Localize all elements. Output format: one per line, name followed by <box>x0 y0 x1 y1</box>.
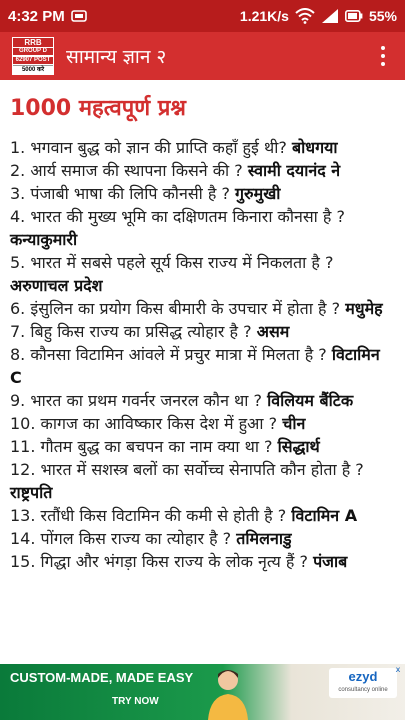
question-text: 14. पोंगल किस राज्य का त्योहार है ? <box>10 529 232 548</box>
answer-text: राष्ट्रपति <box>10 483 53 502</box>
overflow-menu-icon[interactable] <box>371 38 395 74</box>
battery-icon <box>345 10 363 22</box>
qa-item <box>10 389 395 412</box>
app-title: सामान्य ज्ञान २ <box>66 46 167 68</box>
ad-brand-name: ezyd <box>348 669 378 684</box>
question-list <box>10 136 395 573</box>
answer-text: मधुमेह <box>345 299 383 318</box>
question-text: 11. गौतम बुद्ध का बचपन का नाम क्या था ? <box>10 437 273 456</box>
ad-brand-sub: consultancy online <box>338 687 388 693</box>
question-text: 12. भारत में सशस्त्र बलों का सर्वोच्च सेनापति कौन होता है ? <box>10 460 364 479</box>
question-text: 2. आर्य समाज की स्थापना किसने की ? <box>10 161 243 180</box>
qa-item <box>10 297 395 320</box>
qa-item <box>10 136 395 159</box>
content-area[interactable] <box>0 80 405 664</box>
qa-item <box>10 527 395 550</box>
page-heading: 1000 महत्वपूर्ण प्रश्न <box>10 96 186 121</box>
status-time: 4:32 PM <box>8 7 65 25</box>
answer-text: अरुणाचल प्रदेश <box>10 276 103 295</box>
qa-item <box>10 182 395 205</box>
qa-item <box>10 504 395 527</box>
status-bar <box>0 0 405 32</box>
answer-text: तमिलनाडु <box>236 529 292 548</box>
question-text: 5. भारत में सबसे पहले सूर्य किस राज्य में निकलता है ? <box>10 253 334 272</box>
notification-icon <box>71 9 87 23</box>
logo-line-3: 62907 POST <box>13 57 53 64</box>
qa-item <box>10 251 395 297</box>
answer-text: गुरुमुखी <box>235 184 281 203</box>
answer-text: विटामिन A <box>291 506 358 525</box>
qa-item <box>10 435 395 458</box>
ad-brand-logo <box>329 668 397 698</box>
logo-line-2: GROUP D <box>13 48 53 55</box>
ad-headline: CUSTOM-MADE, MADE EASY <box>10 670 194 685</box>
ad-close-icon[interactable]: x <box>395 665 401 674</box>
qa-item <box>10 205 395 251</box>
ad-person-image <box>200 666 256 720</box>
answer-text: कन्याकुमारी <box>10 230 78 249</box>
question-text: 7. बिहु किस राज्य का प्रसिद्ध त्योहार है ? <box>10 322 252 341</box>
wifi-icon <box>295 8 315 24</box>
qa-item <box>10 550 395 573</box>
question-text: 8. कौनसा विटामिन आंवले में प्रचुर मात्रा में मिलता है ? <box>10 345 327 364</box>
logo-line-1: RRB <box>13 38 53 47</box>
app-logo <box>12 37 54 75</box>
answer-text: पंजाब <box>313 552 348 571</box>
answer-text: चीन <box>282 414 306 433</box>
question-text: 1. भगवान बुद्ध को ज्ञान की प्राप्ति कहाँ हुई थी? <box>10 138 287 157</box>
qa-item <box>10 320 395 343</box>
logo-badge: 5000 करे <box>13 65 53 74</box>
question-text: 13. रतौंधी किस विटामिन की कमी से होती है ? <box>10 506 287 525</box>
question-text: 3. पंजाबी भाषा की लिपि कौनसी है ? <box>10 184 230 203</box>
app-bar <box>0 32 405 80</box>
question-text: 4. भारत की मुख्य भूमि का दक्षिणतम किनारा कौनसा है ? <box>10 207 345 226</box>
question-text: 10. कागज का आविष्कार किस देश में हुआ ? <box>10 414 278 433</box>
qa-item <box>10 343 395 389</box>
signal-icon <box>321 8 339 24</box>
battery-percent: 55% <box>368 8 397 24</box>
question-text: 6. इंसुलिन का प्रयोग किस बीमारी के उपचार में होता है ? <box>10 299 341 318</box>
ad-cta-button[interactable]: TRY NOW <box>112 696 159 707</box>
answer-text: विलियम बैंटिक <box>267 391 354 410</box>
answer-text: असम <box>256 322 290 341</box>
question-text: 15. गिद्धा और भंगड़ा किस राज्य के लोक नृत्य हैं ? <box>10 552 308 571</box>
qa-item <box>10 458 395 504</box>
answer-text: विटामिन C <box>10 345 380 387</box>
network-speed: 1.21K/s <box>239 8 289 24</box>
qa-item <box>10 159 395 182</box>
question-text: 9. भारत का प्रथम गवर्नर जनरल कौन था ? <box>10 391 262 410</box>
answer-text: बोधगया <box>291 138 338 157</box>
answer-text: सिद्धार्थ <box>277 437 320 456</box>
ad-banner[interactable] <box>0 664 405 720</box>
answer-text: स्वामी दयानंद ने <box>247 161 341 180</box>
qa-item <box>10 412 395 435</box>
